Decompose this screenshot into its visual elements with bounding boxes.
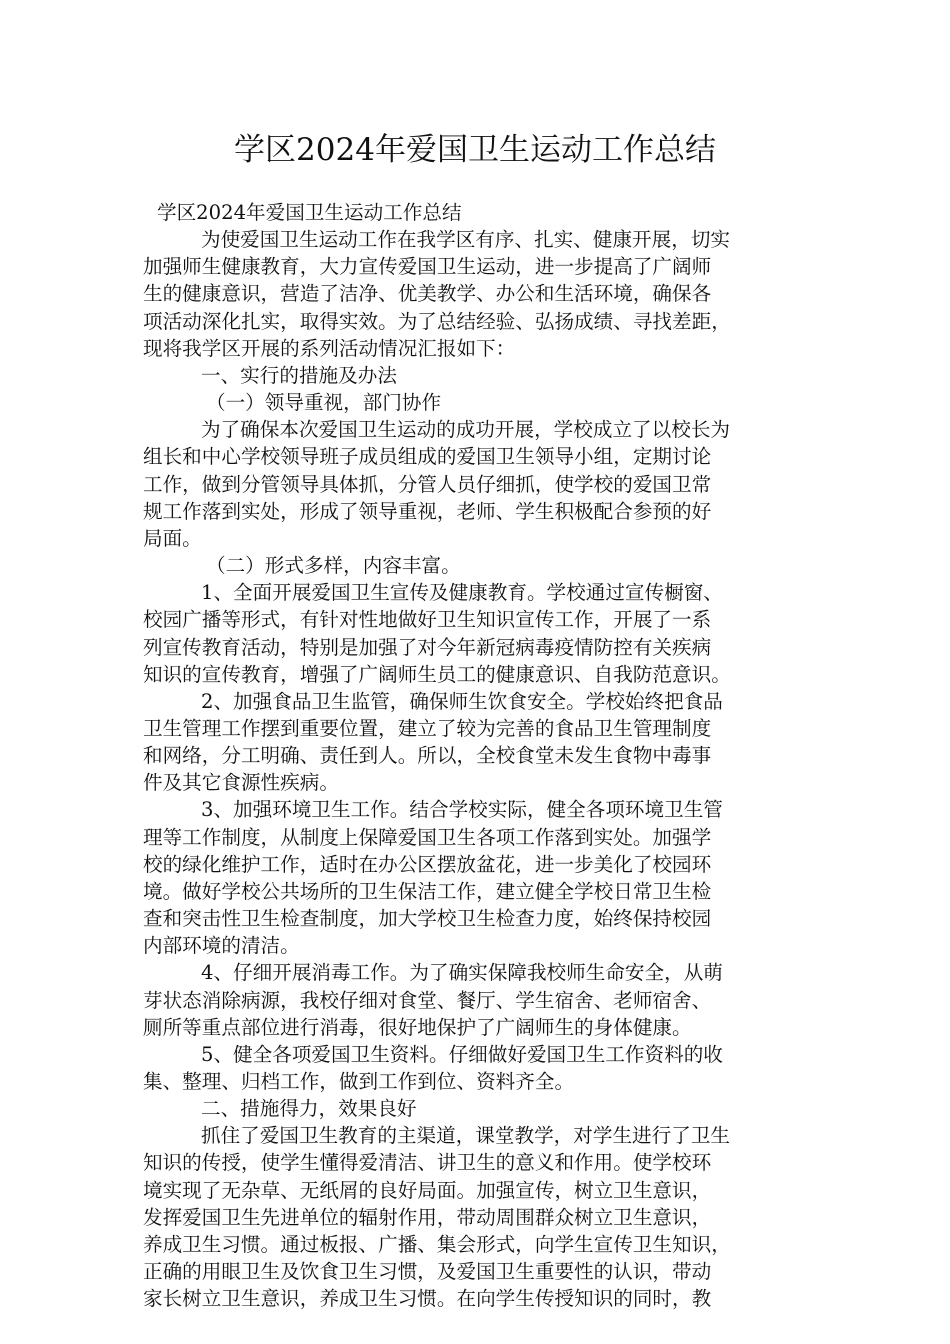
paragraph-line: 集、整理、归档工作，做到工作到位、资料齐全。 (143, 1070, 575, 1093)
paragraph-line: 件及其它食源性疾病。 (143, 771, 339, 795)
paragraph-line: 规工作落到实处，形成了领导重视，老师、学生积极配合参预的好 (143, 499, 712, 523)
paragraph-line: 为了确保本次爱国卫生运动的成功开展，学校成立了以校长为 (201, 418, 731, 442)
paragraph-line: 厕所等重点部位进行消毒，很好地保护了广阔师生的身体健康。 (143, 1015, 692, 1039)
paragraph-line: 校的绿化维护工作，适时在办公区摆放盆花，进一步美化了校园环 (143, 852, 712, 876)
paragraph-line: 项活动深化扎实，取得实效。为了总结经验、弘扬成绩、寻找差距， (143, 309, 731, 333)
paragraph-line: （一）领导重视，部门协作 (206, 391, 442, 415)
paragraph-line: 2、加强食品卫生监管，确保师生饮食安全。学校始终把食品 (201, 689, 723, 713)
paragraph-line: 和网络，分工明确、责任到人。所以，全校食堂未发生食物中毒事 (143, 744, 712, 768)
paragraph-line: 一、实行的措施及办法 (201, 363, 397, 387)
paragraph-line: 局面。 (143, 526, 202, 550)
document-body (143, 199, 821, 1312)
paragraph-line: 抓住了爱国卫生教育的主渠道，课堂教学，对学生进行了卫生 (201, 1124, 731, 1148)
paragraph-line: 列宣传教育活动，特别是加强了对今年新冠病毒疫情防控有关疾病 (143, 635, 712, 659)
paragraph-line: 5、健全各项爱国卫生资料。仔细做好爱国卫生工作资料的收 (201, 1042, 723, 1066)
paragraph-line: （二）形式多样，内容丰富。 (206, 554, 461, 578)
paragraph-line: 卫生管理工作摆到重要位置，建立了较为完善的食品卫生管理制度 (143, 716, 712, 740)
paragraph-line: 二、措施得力，效果良好 (201, 1097, 417, 1121)
paragraph-line: 现将我学区开展的系列活动情况汇报如下： (143, 336, 516, 360)
paragraph-line: 理等工作制度，从制度上保障爱国卫生各项工作落到实处。加强学 (143, 825, 712, 849)
paragraph-line: 3、加强环境卫生工作。结合学校实际，健全各项环境卫生管 (201, 798, 723, 822)
document-subtitle: 学区2024年爱国卫生运动工作总结 (157, 201, 462, 224)
paragraph-line: 正确的用眼卫生及饮食卫生习惯，及爱国卫生重要性的认识，带动 (143, 1260, 712, 1284)
paragraph-line: 境实现了无杂草、无纸屑的良好局面。加强宣传，树立卫生意识， (143, 1178, 712, 1202)
paragraph-line: 校园广播等形式，有针对性地做好卫生知识宣传工作，开展了一系 (143, 608, 712, 632)
paragraph-line: 为使爱国卫生运动工作在我学区有序、扎实、健康开展，切实 (201, 228, 731, 252)
paragraph-line: 查和突击性卫生检查制度，加大学校卫生检查力度，始终保持校园 (143, 907, 712, 931)
paragraph-line: 生的健康意识，营造了洁净、优美教学、办公和生活环境，确保各 (143, 282, 712, 306)
paragraph-line: 发挥爱国卫生先进单位的辐射作用，带动周围群众树立卫生意识， (143, 1205, 712, 1229)
paragraph-line: 工作，做到分管领导具体抓，分管人员仔细抓，使学校的爱国卫常 (143, 472, 712, 496)
paragraph-line: 芽状态消除病源，我校仔细对食堂、餐厅、学生宿舍、老师宿舍、 (143, 988, 712, 1012)
paragraph-line: 境。做好学校公共场所的卫生保洁工作，建立健全学校日常卫生检 (143, 879, 712, 903)
paragraph-line: 4、仔细开展消毒工作。为了确实保障我校师生命安全，从萌 (201, 961, 723, 985)
paragraph-line: 养成卫生习惯。通过板报、广播、集会形式，向学生宣传卫生知识， (143, 1232, 731, 1256)
document-title: 学区2024年爱国卫生运动工作总结 (234, 132, 716, 168)
paragraph-line: 家长树立卫生意识，养成卫生习惯。在向学生传授知识的同时，教 (143, 1287, 712, 1311)
paragraph-line: 知识的宣传教育，增强了广阔师生员工的健康意识、自我防范意识。 (143, 662, 731, 686)
paragraph-line: 组长和中心学校领导班子成员组成的爱国卫生领导小组，定期讨论 (143, 445, 712, 469)
paragraph-line: 知识的传授，使学生懂得爱清洁、讲卫生的意义和作用。使学校环 (143, 1151, 712, 1175)
paragraph-line: 内部环境的清洁。 (143, 934, 300, 958)
paragraph-line: 加强师生健康教育，大力宣传爱国卫生运动，进一步提高了广阔师 (143, 255, 712, 279)
paragraph-line: 1、全面开展爱国卫生宣传及健康教育。学校通过宣传橱窗、 (201, 581, 723, 605)
